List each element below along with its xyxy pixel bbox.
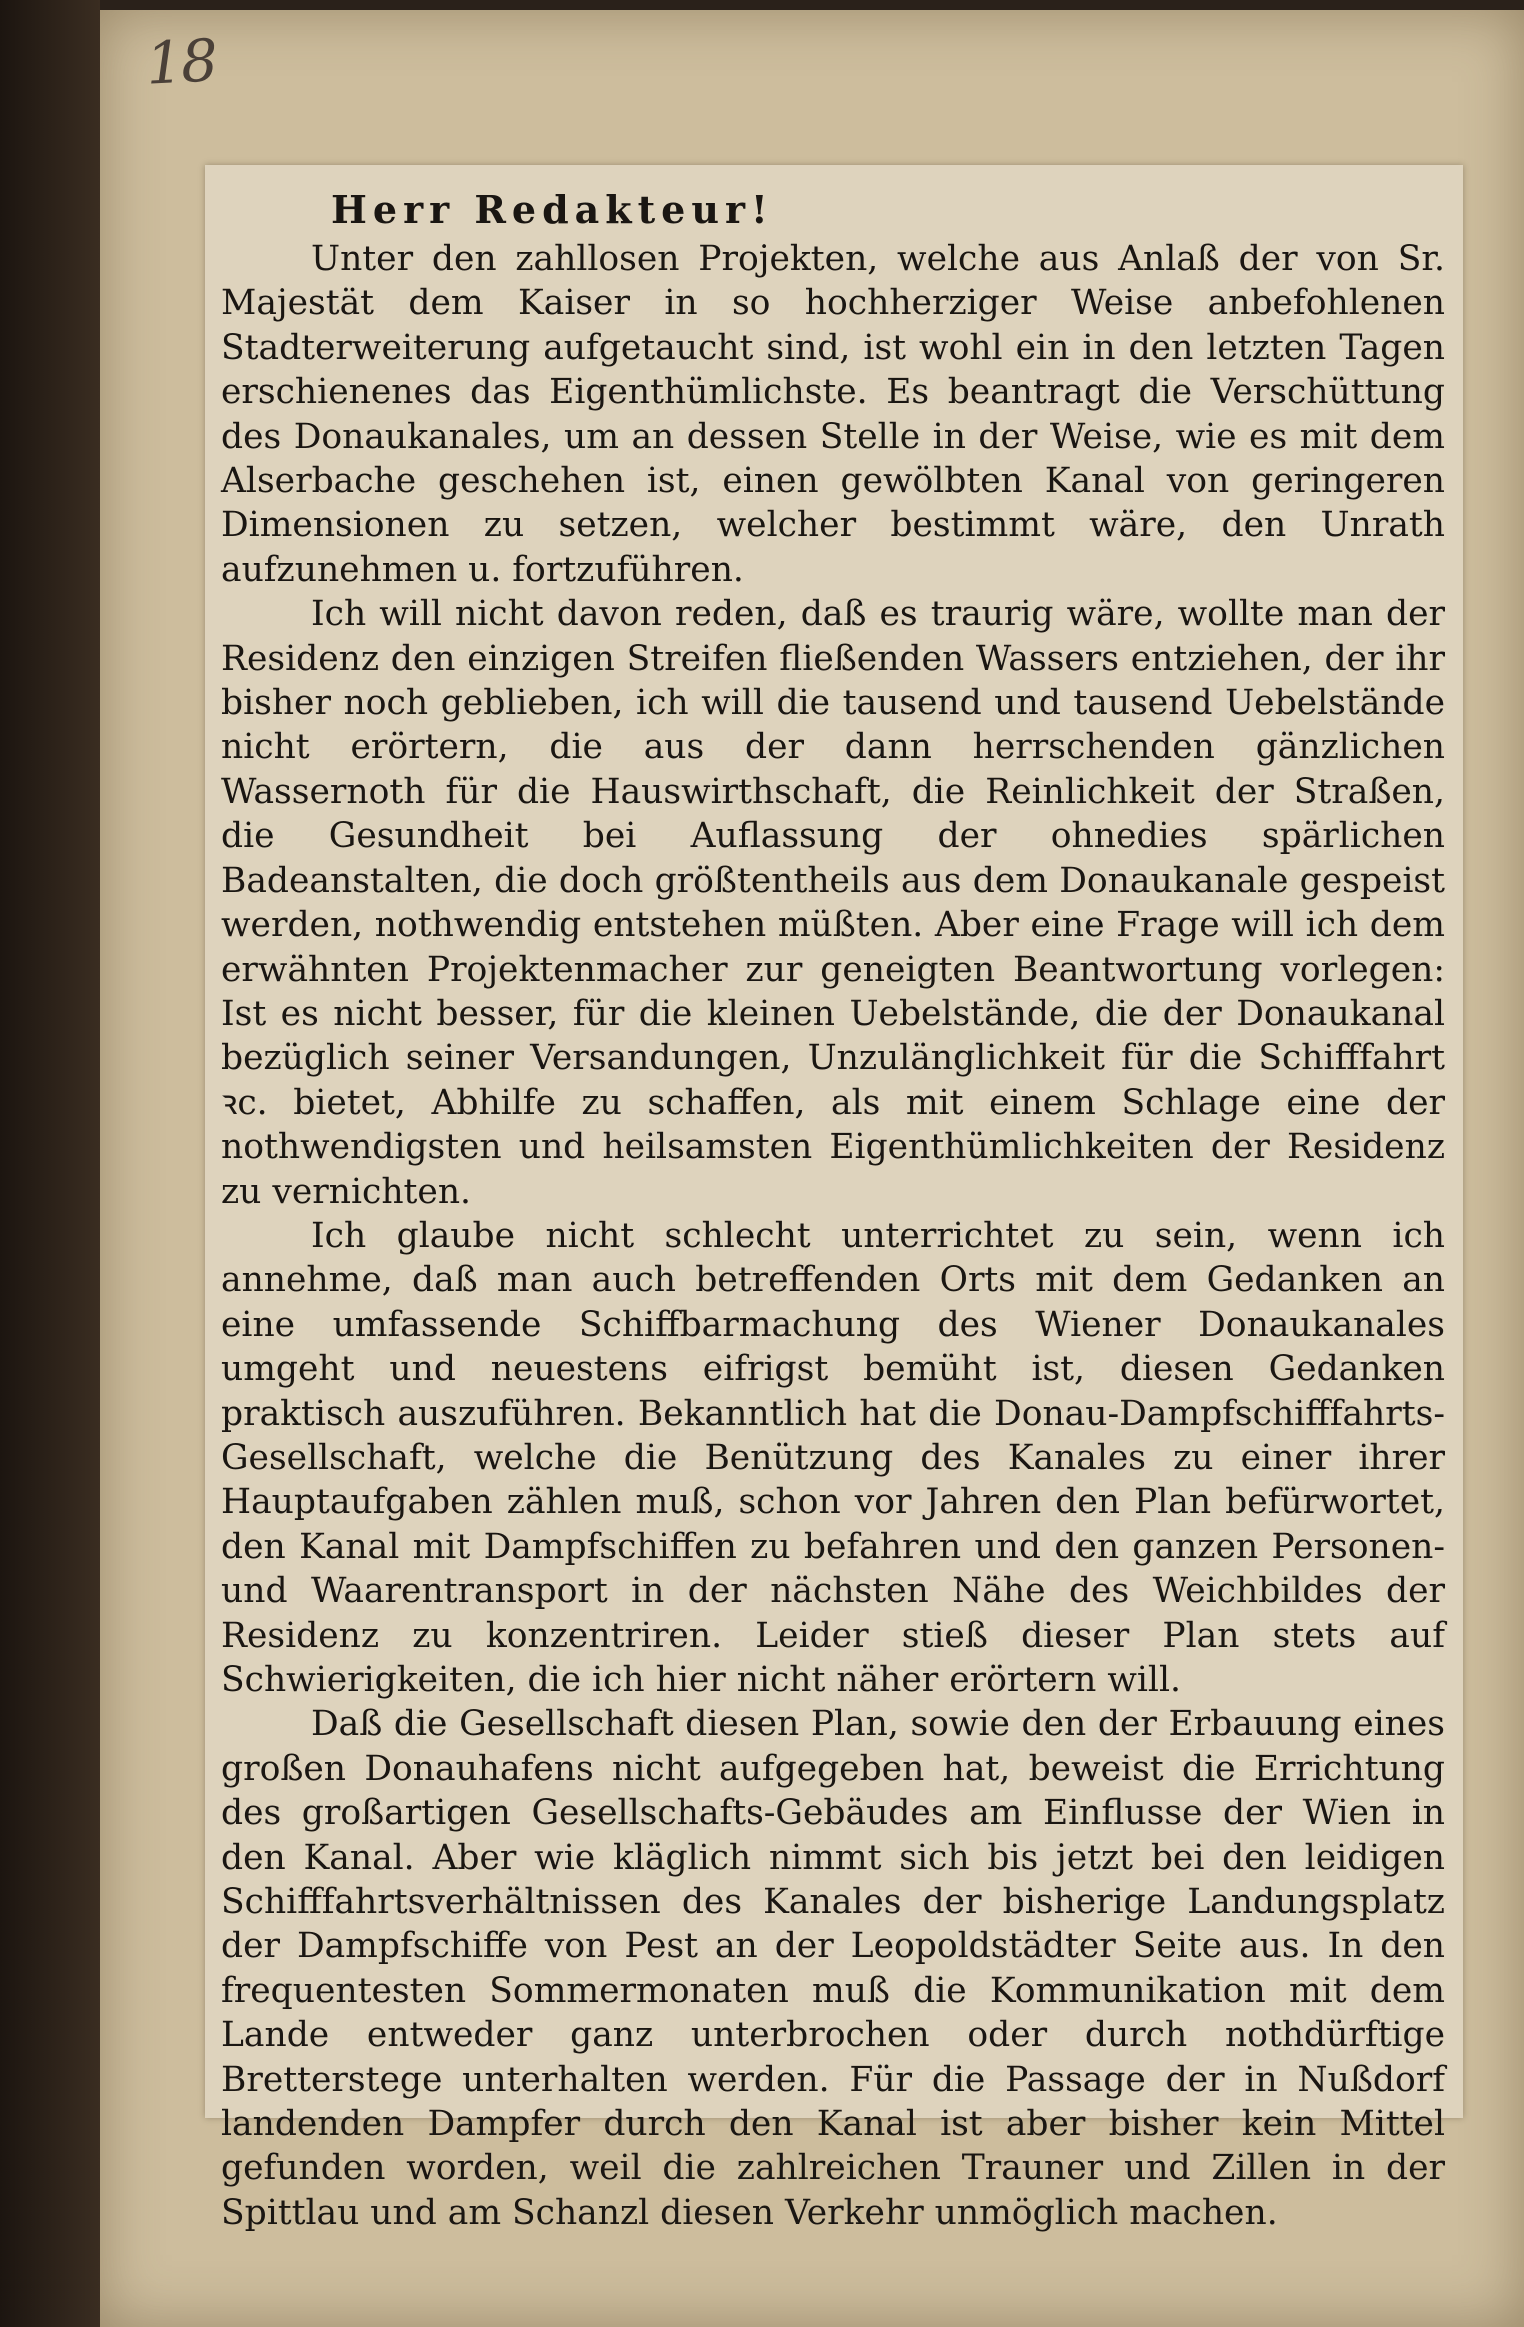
letter-salutation: Herr Redakteur! — [331, 187, 774, 232]
pencil-page-number: 18 — [144, 26, 218, 98]
paragraph-3: Ich glaube nicht schlecht unterrichtet zu sein, wenn ich annehme, daß man auch betreffenden Orts mit dem Gedanken an eine umfassende Schiffbarmachung des Wiener Donaukanales umgeht und neuestens eifrigst bemüht ist, diesen Gedanken praktisch auszuführen. Bekanntlich hat die Donau-Dampfschifffahrts-Gesellschaft, welche die Benützung des Kanales zu einer ihrer Hauptaufgaben zählen muß, schon vor Jahren den Plan befürwortet, den Kanal mit Dampfschiffen zu befahren und den ganzen Personen- und Waarentransport in der nächsten Nähe des Weichbildes der Residenz zu konzentriren. Leider stieß dieser Plan stets auf Schwierigkeiten, die ich hier nicht näher erörtern will. — [221, 1215, 1445, 1700]
paragraph-1: Unter den zahllosen Projekten, welche aus Anlaß der von Sr. Majestät dem Kaiser in so hochherziger Weise anbefohlenen Stadterweiterung aufgetaucht sind, ist wohl ein in den letzten Tagen erschienenes das Eigenthümlichste. Es beantragt die Verschüttung des Donaukanales, um an dessen Stelle in der Weise, wie es mit dem Alserbache geschehen ist, einen gewölbten Kanal von geringeren Dimensionen zu setzen, welcher bestimmt wäre, den Unrath aufzunehmen u. fortzuführen. — [221, 239, 1445, 590]
paragraph-2: Ich will nicht davon reden, daß es traurig wäre, wollte man der Residenz den einzigen Streifen fließenden Wassers entziehen, der ihr bisher noch geblieben, ich will die tausend und tausend Uebelstände nicht erörtern, die aus der dann herrschenden gänzlichen Wassernoth für die Hauswirthschaft, die Reinlichkeit der Straßen, die Gesundheit bei Auflassung der ohnedies spärlichen Badeanstalten, die doch größtentheils aus dem Donaukanale gespeist werden, nothwendig entstehen müßten. Aber eine Frage will ich dem erwähnten Projektenmacher zur geneigten Beantwortung vorlegen: Ist es nicht besser, für die kleinen Uebelstände, die der Donaukanal bezüglich seiner Versandungen, Unzulänglichkeit für die Schifffahrt ꝛc. bietet, Abhilfe zu schaffen, als mit einem Schlage eine der nothwendigsten und heilsamsten Eigenthümlichkeiten der Residenz zu vernichten. — [221, 594, 1445, 1212]
scan-edge-shadow — [0, 0, 100, 2327]
paragraph-4: Daß die Gesellschaft diesen Plan, sowie den der Erbauung eines großen Donauhafens nicht aufgegeben hat, beweist die Errichtung des großartigen Gesellschafts-Gebäudes am Einflusse der Wien in den Kanal. Aber wie kläglich nimmt sich bis jetzt bei den leidigen Schifffahrtsverhältnissen des Kanales der bisherige Landungsplatz der Dampfschiffe von Pest an der Leopoldstädter Seite aus. In den frequentesten Sommermonaten muß die Kommunikation mit dem Lande entweder ganz unterbrochen oder durch nothdürftige Bretterstege unterhalten werden. Für die Passage der in Nußdorf landenden Dampfer durch den Kanal ist aber bisher kein Mittel gefunden worden, weil die zahlreichen Trauner und Zillen in der Spittlau und am Schanzl diesen Verkehr unmöglich machen. — [221, 1704, 1445, 2233]
newspaper-clipping — [205, 165, 1463, 2233]
